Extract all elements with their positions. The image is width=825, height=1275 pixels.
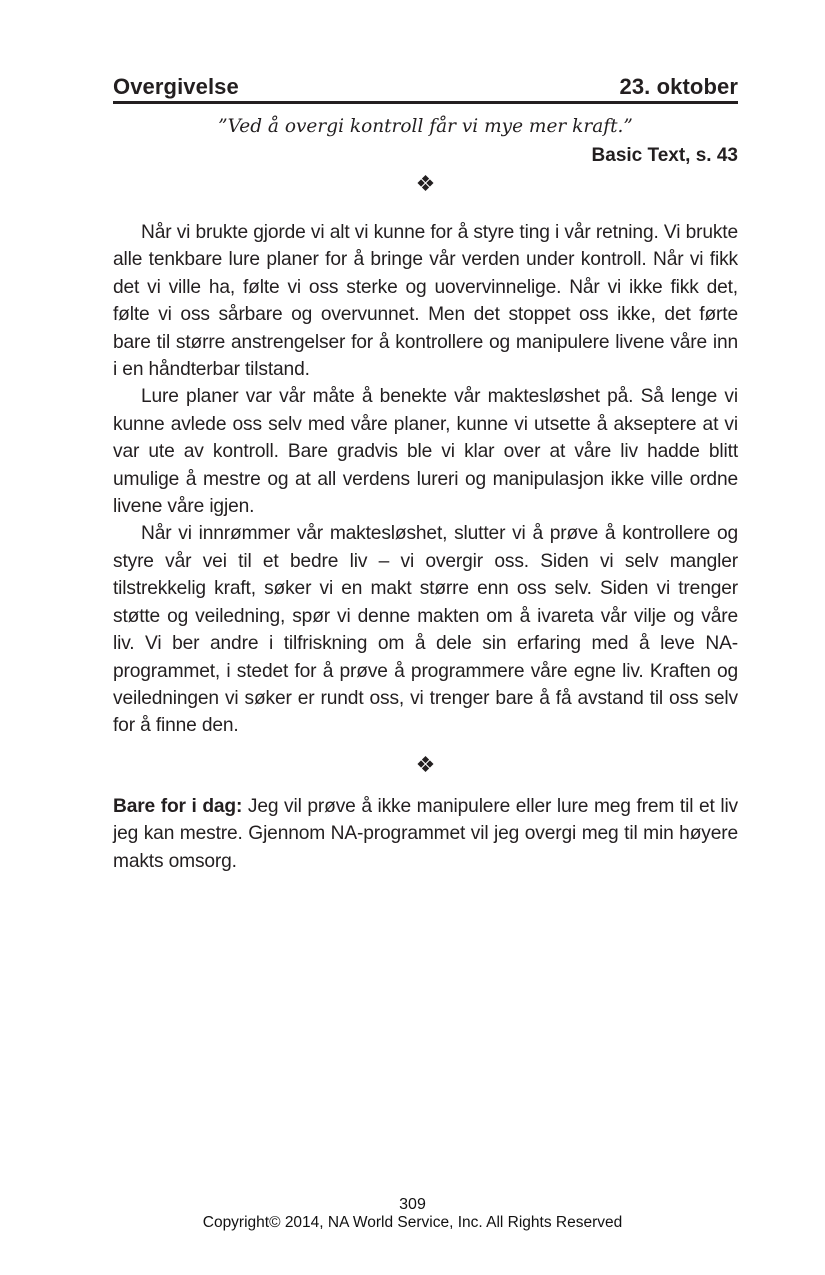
- just-for-today-label: Bare for i dag:: [113, 796, 243, 817]
- page-header: [113, 70, 738, 104]
- ornament-icon: ❖: [415, 172, 436, 197]
- body-paragraph: Når vi brukte gjorde vi alt vi kunne for å styre ting i vår retning. Vi brukte alle tenkbare lure planer for å bringe vår verden under kontroll. Når vi fikk det vi ville ha, følte vi oss sterke og uovervinnelige. Når vi ikke fikk det, følte vi oss sårbare og overvunnet. Men det stoppet oss ikke, det førte bare til større anstrengelser for å kontrollere og manipulere livene våre inn i en håndterbar tilstand.: [113, 222, 738, 381]
- just-for-today: [113, 793, 738, 875]
- just-for-today-text: Jeg vil prøve å ikke manipulere eller lure meg frem til et liv jeg kan mestre. Gjennom NA-programmet vil jeg overgi meg til min høyere makts omsorg.: [113, 796, 738, 872]
- quote-source: Basic Text, s. 43: [591, 145, 738, 166]
- ornament-icon: ❖: [415, 753, 436, 778]
- body-paragraph: Lure planer var vår måte å benekte vår maktesløshet på. Så lenge vi kunne avlede oss selv med våre planer, kunne vi utsette å akseptere at vi var ute av kontroll. Bare gradvis ble vi klar over at våre liv hadde blitt umulige å mestre og at all verdens lureri og manipulasjon ikke ville ordne livene våre igjen.: [113, 386, 738, 518]
- copyright-notice: Copyright© 2014, NA World Service, Inc. All Rights Reserved: [202, 1214, 623, 1231]
- page-title: Overgivelse: [113, 74, 239, 99]
- page-date: 23. oktober: [619, 74, 738, 99]
- body-paragraph: Når vi innrømmer vår maktesløshet, slutter vi å prøve å kontrollere og styre vår vei til et bedre liv – vi overgir oss. Siden vi selv mangler tilstrekkelig kraft, søker vi en makt større enn oss selv. Siden vi trenger støtte og veiledning, spør vi denne makten om å ivareta vår vilje og våre liv. Vi ber andre i tilfriskning om å dele sin erfaring med å leve NA-programmet, i stedet for å prøve å programmere våre egne liv. Kraften og veiledningen vi søker er rundt oss, vi trenger bare å få avstand til oss selv for å finne den.: [113, 523, 738, 737]
- page-number: 309: [399, 1196, 426, 1213]
- opening-quote: ”Ved å overgi kontroll får vi mye mer kraft.”: [218, 116, 633, 137]
- meditation-body: [113, 219, 738, 740]
